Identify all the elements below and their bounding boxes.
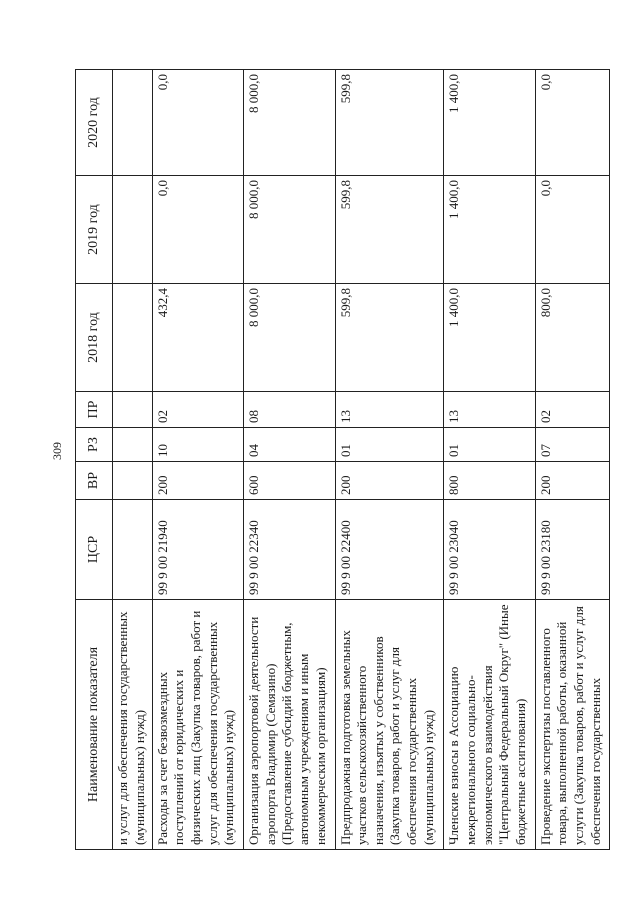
row-2020: 0,0 — [152, 70, 243, 176]
row-csr — [113, 500, 153, 600]
row-2019: 599,8 — [335, 176, 444, 284]
header-vr: ВР — [76, 462, 113, 500]
row-name: Членские взносы в Ассоциацию межрегионального социально-экономического взаимодействия "Центральный Федеральный Округ" (Иные бюджетные ассигнования) — [444, 600, 535, 850]
table-header-row — [76, 70, 113, 850]
row-2020: 1 400,0 — [444, 70, 535, 176]
budget-table-rotated — [75, 70, 610, 850]
row-name: и услуг для обеспечения государственных (муниципальных) нужд) — [113, 600, 153, 850]
row-pr: 13 — [444, 392, 535, 428]
row-pr: 02 — [152, 392, 243, 428]
header-name: Наименование показателя — [76, 600, 113, 850]
row-vr: 200 — [335, 462, 444, 500]
row-2018: 800,0 — [535, 284, 609, 392]
row-vr: 800 — [444, 462, 535, 500]
row-csr: 99 9 00 23040 — [444, 500, 535, 600]
header-rz: РЗ — [76, 428, 113, 462]
table-row — [335, 70, 444, 850]
row-2019: 0,0 — [152, 176, 243, 284]
row-2019: 0,0 — [535, 176, 609, 284]
row-rz: 04 — [244, 428, 335, 462]
row-2018: 8 000,0 — [244, 284, 335, 392]
row-pr — [113, 392, 153, 428]
row-2018: 432,4 — [152, 284, 243, 392]
header-csr: ЦСР — [76, 500, 113, 600]
row-vr: 200 — [152, 462, 243, 500]
row-name: Проведение экспертизы поставленного товара, выполненной работы, оказанной услуги (Закупка товаров, работ и услуг для обеспечения государственных — [535, 600, 609, 850]
row-csr: 99 9 00 23180 — [535, 500, 609, 600]
row-2018: 1 400,0 — [444, 284, 535, 392]
row-2018 — [113, 284, 153, 392]
table-row — [113, 70, 153, 850]
table-row — [152, 70, 243, 850]
budget-table — [75, 69, 610, 850]
row-csr: 99 9 00 22400 — [335, 500, 444, 600]
row-2019: 1 400,0 — [444, 176, 535, 284]
row-name: Организация аэропортовой деятельности аэропорта Владимир (Семязино) (Предоставление субсидий бюджетным, автономным учреждениям и иным некоммерческим организациям) — [244, 600, 335, 850]
row-vr: 600 — [244, 462, 335, 500]
row-rz — [113, 428, 153, 462]
header-2020: 2020 год — [76, 70, 113, 176]
row-2020: 0,0 — [535, 70, 609, 176]
row-name: Расходы за счет безвозмездных поступлений от юридических и физических лиц (Закупка товаров, работ и услуг для обеспечения государственных (муниципальных) нужд) — [152, 600, 243, 850]
header-2019: 2019 год — [76, 176, 113, 284]
row-rz: 10 — [152, 428, 243, 462]
row-2020: 599,8 — [335, 70, 444, 176]
row-rz: 01 — [444, 428, 535, 462]
table-row — [244, 70, 335, 850]
row-2020 — [113, 70, 153, 176]
row-pr: 02 — [535, 392, 609, 428]
row-2019 — [113, 176, 153, 284]
page-number: 309 — [50, 442, 64, 460]
header-2018: 2018 год — [76, 284, 113, 392]
row-2020: 8 000,0 — [244, 70, 335, 176]
row-csr: 99 9 00 21940 — [152, 500, 243, 600]
row-name: Предпродажная подготовка земельных участков сельскохозяйственного назначения, изъятых у собственников (Закупка товаров, работ и услуг для обеспечения государственных (муниципальных) нужд) — [335, 600, 444, 850]
row-vr: 200 — [535, 462, 609, 500]
row-pr: 08 — [244, 392, 335, 428]
row-rz: 07 — [535, 428, 609, 462]
row-csr: 99 9 00 22340 — [244, 500, 335, 600]
table-row — [444, 70, 535, 850]
row-pr: 13 — [335, 392, 444, 428]
row-vr — [113, 462, 153, 500]
row-2019: 8 000,0 — [244, 176, 335, 284]
row-rz: 01 — [335, 428, 444, 462]
header-pr: ПР — [76, 392, 113, 428]
row-2018: 599,8 — [335, 284, 444, 392]
table-row — [535, 70, 609, 850]
